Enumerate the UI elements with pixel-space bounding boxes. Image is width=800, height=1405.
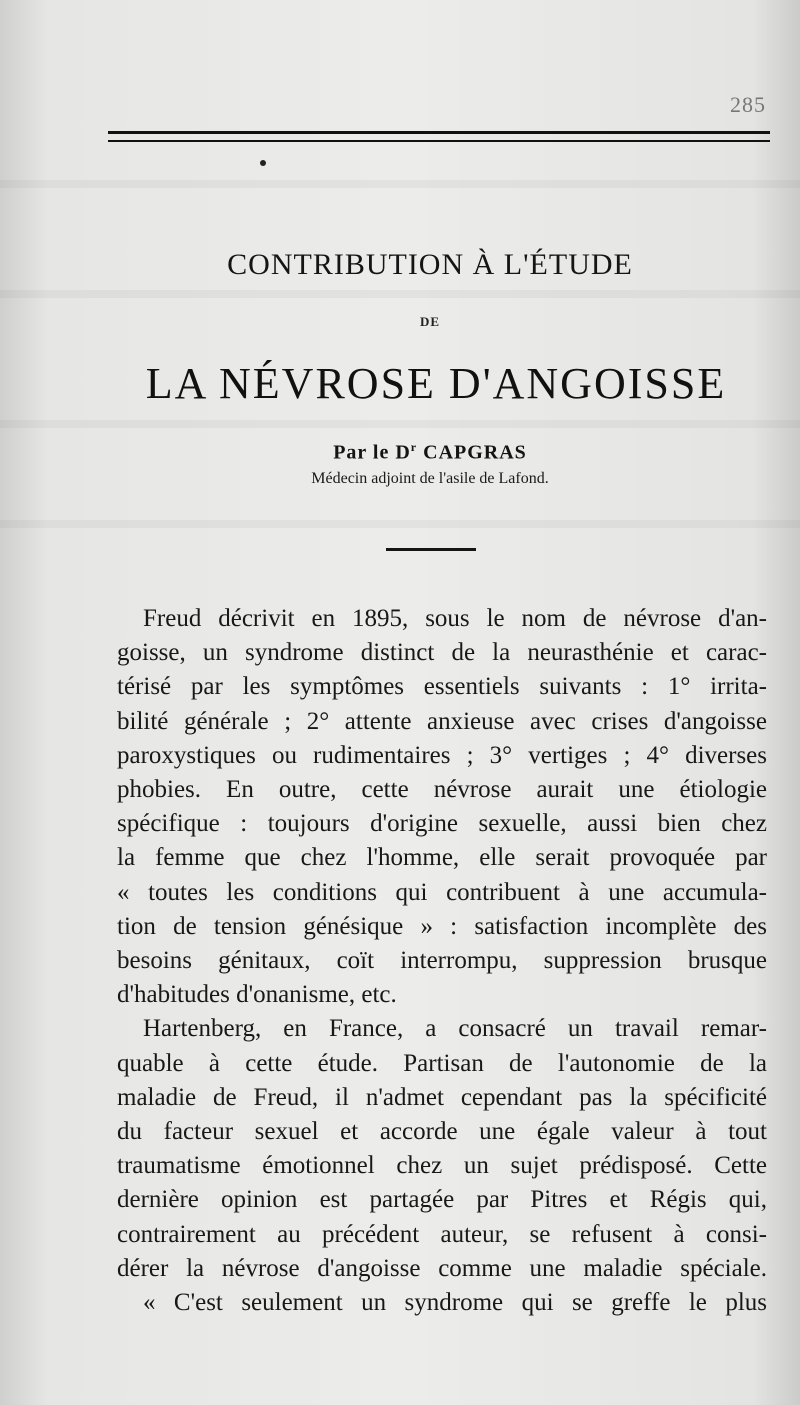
body-text	[117, 602, 767, 1320]
article-title-line1: CONTRIBUTION À L'ÉTUDE	[227, 248, 633, 281]
author-name: CAPGRAS	[423, 441, 527, 464]
author-prefix: Par le D	[333, 441, 411, 464]
text-line: Freud décrivit en 1895, sous le nom de névrose d'an-	[143, 605, 767, 632]
text-line: térisé par les symptômes essentiels suivants : 1° irrita-	[117, 673, 767, 701]
header-rule	[108, 131, 770, 134]
text-line: contrairement au précédent auteur, se refusent à consi-	[117, 1220, 767, 1248]
text-line: besoins génitaux, coït interrompu, suppression brusque	[117, 947, 767, 975]
text-line: Hartenberg, en France, a consacré un travail remar-	[143, 1015, 767, 1043]
text-line: d'habitudes d'onanisme, etc.	[117, 981, 397, 1009]
text-line: traumatisme émotionnel chez un sujet prédisposé. Cette	[117, 1152, 767, 1180]
text-line: « toutes les conditions qui contribuent à une accumula-	[117, 878, 767, 906]
text-line: dernière opinion est partagée par Pitres et Régis qui,	[117, 1186, 767, 1214]
text-line: « C'est seulement un syndrome qui se greffe le plus	[143, 1289, 767, 1317]
author-prefix-sup: r	[410, 440, 418, 454]
text-line: quable à cette étude. Partisan de l'autonomie de la	[117, 1049, 767, 1077]
section-divider	[386, 548, 476, 551]
text-line: goisse, un syndrome distinct de la neurasthénie et carac-	[117, 639, 767, 667]
author-affiliation: Médecin adjoint de l'asile de Lafond.	[311, 470, 549, 487]
show-through-band	[0, 180, 800, 188]
text-line: dérer la névrose d'angoisse comme une maladie spéciale.	[117, 1254, 767, 1282]
text-line: la femme que chez l'homme, elle serait provoquée par	[117, 844, 767, 872]
show-through-band	[0, 420, 800, 428]
show-through-band	[0, 290, 800, 298]
header-rule-secondary	[108, 140, 770, 142]
text-line: tion de tension génésique » : satisfaction incomplète des	[117, 912, 767, 940]
text-line: spécifique : toujours d'origine sexuelle, aussi bien chez	[117, 810, 767, 838]
text-line: du facteur sexuel et accorde une égale valeur à tout	[117, 1118, 767, 1146]
text-line: bilité générale ; 2° attente anxieuse avec crises d'angoisse	[117, 707, 767, 735]
ornament-dot	[260, 160, 266, 166]
page-number: 285	[730, 92, 766, 117]
article-title-connector: DE	[419, 314, 441, 329]
show-through-band	[0, 520, 800, 528]
text-line: paroxystiques ou rudimentaires ; 3° vertiges ; 4° diverses	[117, 741, 767, 769]
text-line: maladie de Freud, il n'admet cependant pas la spécificité	[117, 1083, 767, 1111]
article-title-main: LA NÉVROSE D'ANGOISSE	[145, 359, 727, 408]
text-line: phobies. En outre, cette névrose aurait une étiologie	[117, 776, 767, 804]
author-line	[0, 440, 800, 465]
